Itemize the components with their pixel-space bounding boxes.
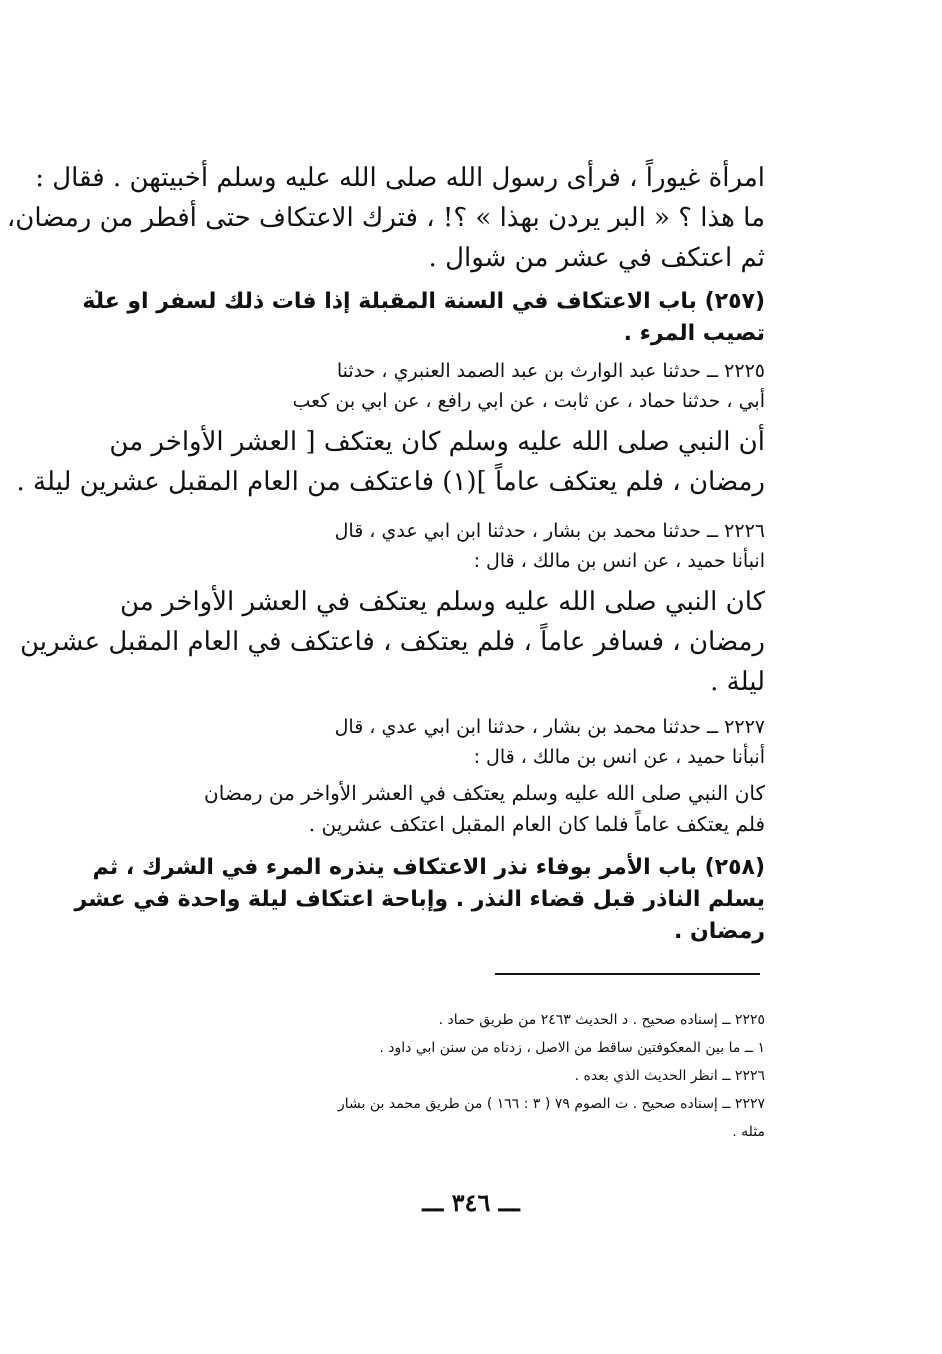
- matn-line: رمضان ، فلم يعتكف عاماً ](١) فاعتكف من العام المقبل عشرين ليلة .: [16, 467, 765, 497]
- hadith-2225-isnad: [120, 356, 765, 416]
- isnad-line: ٢٢٢٥ ــ حدثنا عبد الوارث بن عبد الصمد العنبري ، حدثنا: [336, 360, 765, 382]
- footnotes: [120, 1006, 765, 1146]
- isnad-line: انبأنا حميد ، عن انس بن مالك ، قال :: [473, 550, 765, 572]
- chapter-heading-257: [82, 286, 765, 350]
- heading-line: (٢٥٨) باب الأمر بوفاء نذر الاعتكاف ينذره المرء في الشرك ، ثم: [92, 855, 765, 880]
- footnote-line: مثله .: [732, 1124, 765, 1140]
- opening-text: [6, 158, 765, 278]
- heading-line: يسلم الناذر قبل قضاء النذر . وإباحة اعتكاف ليلة واحدة في عشر: [74, 887, 765, 912]
- page-number: ـــ ٣٤٦ ـــ: [422, 1188, 520, 1217]
- hadith-2226-matn: [20, 582, 765, 702]
- isnad-line: أنبأنا حميد ، عن انس بن مالك ، قال :: [473, 746, 765, 768]
- text-line: ثم اعتكف في عشر من شوال .: [428, 243, 765, 273]
- matn-line: أن النبي صلى الله عليه وسلم كان يعتكف [ العشر الأواخر من: [109, 427, 765, 457]
- footnote-line: ٢٢٢٧ ــ إسناده صحيح . ت الصوم ٧٩ ( ٣ : ١٦٦ ) من طريق محمد بن بشار: [338, 1096, 765, 1112]
- heading-line: رمضان .: [673, 919, 765, 944]
- hadith-2227-isnad: [120, 712, 765, 772]
- isnad-line: ٢٢٢٦ ــ حدثنا محمد بن بشار ، حدثنا ابن ابي عدي ، قال: [334, 520, 765, 542]
- isnad-line: ٢٢٢٧ ــ حدثنا محمد بن بشار ، حدثنا ابن ابي عدي ، قال: [334, 716, 765, 738]
- chapter-heading-258: [74, 852, 765, 948]
- isnad-line: أبي ، حدثنا حماد ، عن ثابت ، عن ابي رافع ، عن ابي بن كعب: [292, 390, 765, 412]
- matn-line: فلم يعتكف عاماً فلما كان العام المقبل اعتكف عشرين .: [308, 812, 765, 836]
- matn-line: كان النبي صلى الله عليه وسلم يعتكف في العشر الأواخر من رمضان: [204, 781, 765, 805]
- heading-line: (٢٥٧) باب الاعتكاف في السنة المقبلة إذا فات ذلك لسفر او علة: [82, 289, 765, 314]
- matn-line: ليلة .: [710, 667, 765, 697]
- footnote-separator: [495, 973, 760, 975]
- heading-line: تصيب المرء .: [623, 321, 765, 346]
- hadith-2227-matn: [120, 778, 765, 840]
- footnote-line: ٢٢٢٦ ــ انظر الحديث الذي بعده .: [574, 1068, 765, 1084]
- footnote-line: ٢٢٢٥ ــ إسناده صحيح . د الحديث ٢٤٦٣ من طريق حماد .: [438, 1012, 765, 1028]
- hadith-2225-matn: [16, 422, 765, 502]
- hadith-2226-isnad: [120, 516, 765, 576]
- footnote-line: ١ ــ ما بين المعكوفتين ساقط من الاصل ، زدناه من سنن ابي داود .: [379, 1040, 765, 1056]
- matn-line: رمضان ، فسافر عاماً ، فلم يعتكف ، فاعتكف في العام المقبل عشرين: [20, 627, 765, 657]
- text-line: ما هذا ؟ « البر يردن بهذا » ؟! ، فترك الاعتكاف حتى أفطر من رمضان،: [6, 203, 765, 233]
- text-line: امرأة غيوراً ، فرأى رسول الله صلى الله عليه وسلم أخبيتهن . فقال :: [35, 163, 765, 193]
- matn-line: كان النبي صلى الله عليه وسلم يعتكف في العشر الأواخر من: [120, 587, 765, 617]
